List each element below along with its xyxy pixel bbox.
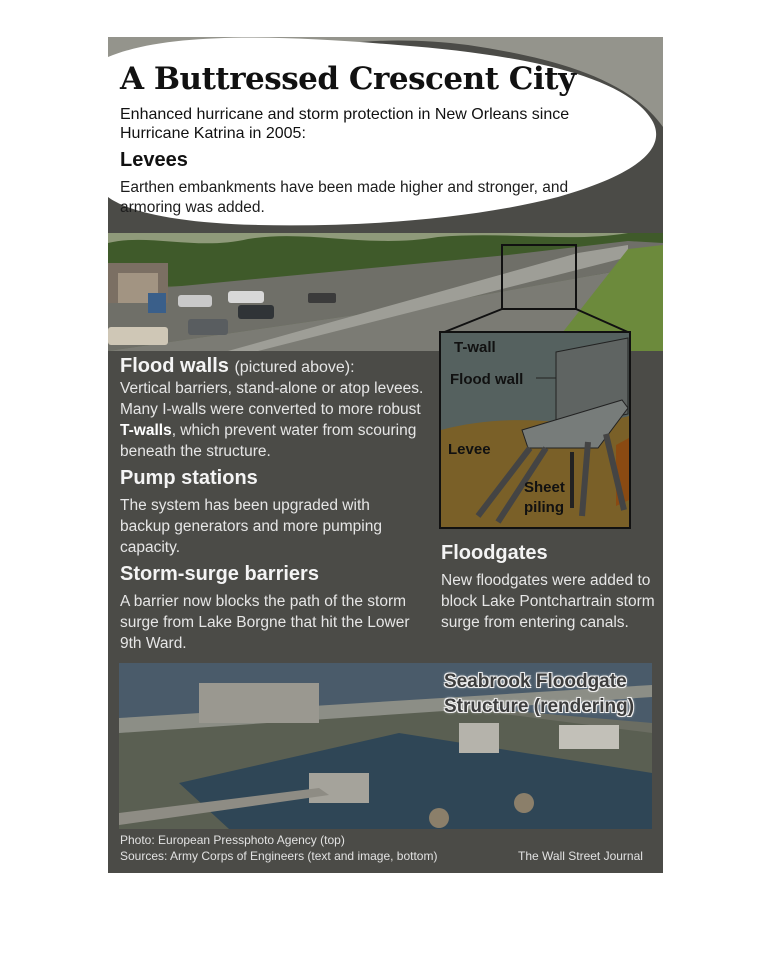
flood-walls-heading: Flood walls: [120, 355, 229, 377]
t-wall-diagram: [438, 330, 632, 530]
floodgates-heading: Floodgates: [441, 542, 548, 564]
rendering-title: Seabrook Floodgate Structure (rendering): [444, 671, 635, 717]
flood-walls-text: Vertical barriers, stand-alone or atop levees. Many I-walls were converted to more robust T-walls, which prevent water from scouring beneath the structure.: [120, 380, 424, 460]
page-subtitle: Enhanced hurricane and storm protection in New Orleans since Hurricane Katrina in 2005:: [120, 106, 570, 142]
flood-wall-label: Flood wall: [450, 371, 524, 388]
levee-label: Levee: [448, 441, 491, 458]
zoom-callout: [108, 233, 663, 343]
levees-heading: Levees: [120, 149, 188, 171]
sources-credit: Sources: Army Corps of Engineers (text and image, bottom): [120, 849, 438, 863]
flood-walls-note: (pictured above):: [234, 359, 355, 376]
piling-label: piling: [524, 499, 564, 516]
storm-surge-heading: Storm-surge barriers: [120, 563, 319, 585]
t-wall-label: T-wall: [454, 339, 496, 356]
pump-stations-heading: Pump stations: [120, 467, 258, 489]
flood-walls-heading-line: [120, 355, 355, 378]
pump-stations-text: The system has been upgraded with backup generators and more pumping capacity.: [120, 497, 382, 556]
floodgates-text: New floodgates were added to block Lake Pontchartrain storm surge from entering canals.: [441, 572, 655, 631]
page-title: A Buttressed Crescent City: [120, 61, 576, 97]
infographic-panel: [108, 37, 663, 873]
levees-text: Earthen embankments have been made higher and stronger, and armoring was added.: [120, 179, 569, 216]
photo-credit: Photo: European Pressphoto Agency (top): [120, 833, 345, 847]
t-walls-term: T-walls: [120, 422, 172, 439]
publisher-credit: The Wall Street Journal: [518, 849, 643, 863]
storm-surge-text: A barrier now blocks the path of the storm surge from Lake Borgne that hit the Lower 9th Ward.: [120, 593, 410, 652]
sheet-label: Sheet: [524, 479, 565, 496]
